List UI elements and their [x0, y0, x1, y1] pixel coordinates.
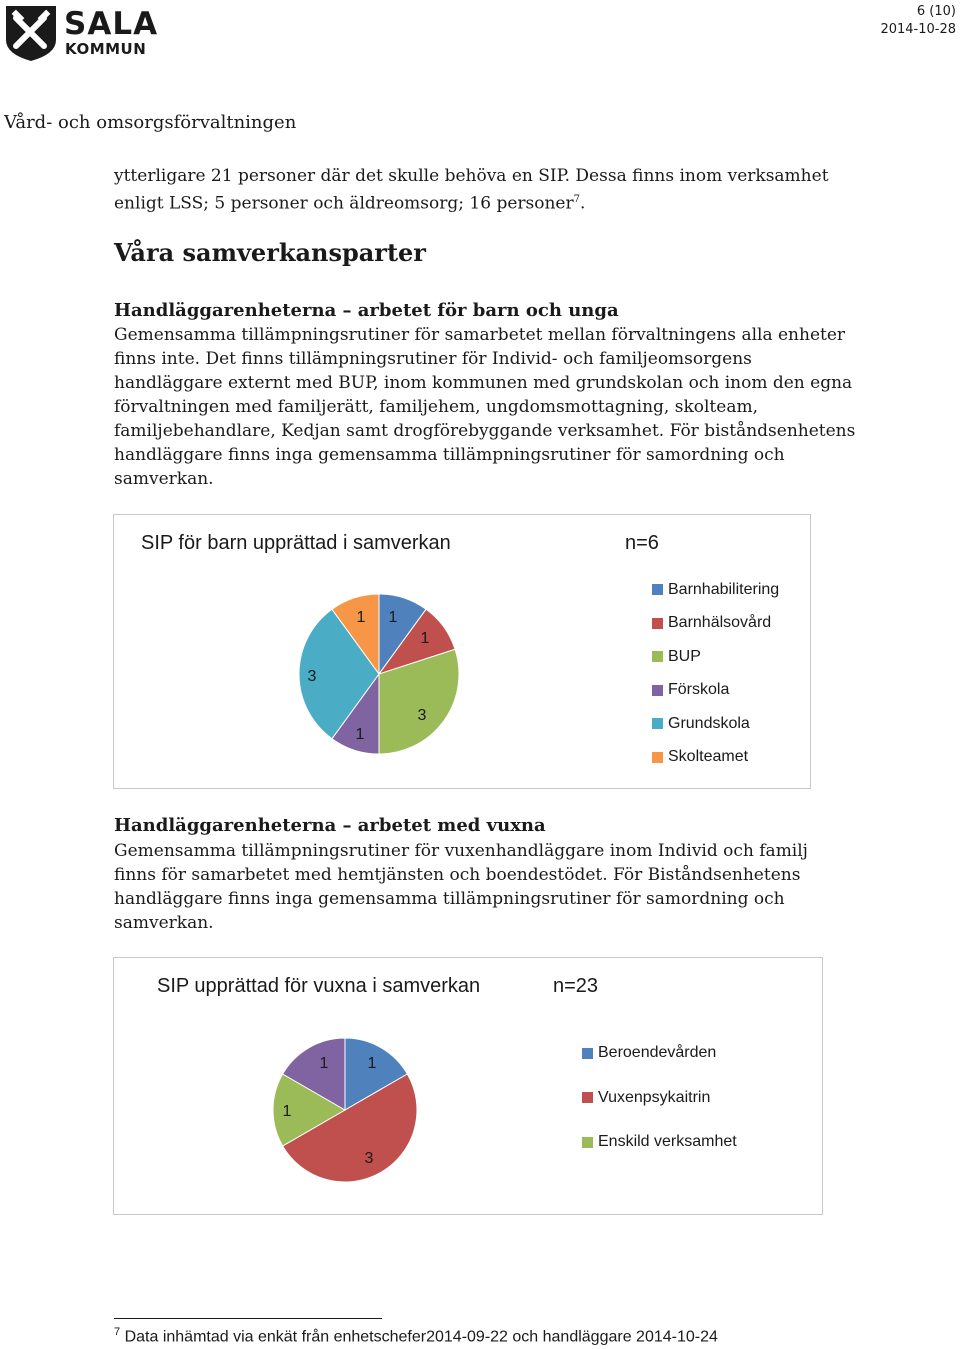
legend-item-0-4	[652, 707, 779, 741]
pie-label-1-2: 1	[282, 1103, 292, 1120]
sala-kommun-logo	[4, 4, 164, 66]
legend-item-0-3	[652, 674, 779, 708]
legend-item-1-2	[582, 1120, 737, 1165]
chart-adults-legend	[582, 1031, 737, 1165]
legend-item-0-2	[652, 640, 779, 674]
legend-label-1-2: Enskild verksamhet	[598, 1133, 737, 1151]
legend-item-0-5	[652, 741, 779, 775]
chart-children-title: SIP för barn upprättad i samverkan	[141, 532, 451, 554]
children-heading: Handläggarenheterna – arbetet för barn och unga	[114, 300, 619, 321]
chart-adults	[113, 957, 823, 1215]
pie-label-1-1: 3	[364, 1150, 374, 1167]
legend-label-0-3: Förskola	[668, 681, 730, 699]
legend-label-1-0: Beroendevården	[598, 1044, 717, 1062]
chart-children-legend	[652, 573, 779, 774]
legend-label-0-0: Barnhabilitering	[668, 580, 780, 598]
legend-label-0-5: Skolteamet	[668, 748, 749, 766]
pie-label-1-0: 1	[367, 1055, 377, 1072]
pie-label-0-3: 1	[355, 726, 365, 743]
footnote-reference: 7	[573, 194, 580, 205]
page-number: 6 (10)	[916, 4, 956, 19]
logo-text-kommun: KOMMUN	[65, 40, 147, 58]
footnote-divider	[114, 1318, 382, 1319]
pie-label-0-2: 3	[417, 707, 427, 724]
intro-paragraph: ytterligare 21 personer där det skulle behöva en SIP. Dessa finns inom verksamhet enligt LSS; 5 personer och äldreomsorg; 16 personer$^7$.	[114, 166, 829, 214]
legend-label-0-1: Barnhälsovård	[668, 614, 772, 632]
pie-label-0-4: 3	[307, 668, 317, 685]
legend-label-0-4: Grundskola	[668, 714, 750, 732]
legend-label-0-2: BUP	[668, 647, 701, 665]
department-name: Vård- och omsorgsförvaltningen	[4, 112, 297, 133]
chart-adults-title: SIP upprättad för vuxna i samverkan	[157, 975, 481, 997]
pie-label-1-3: 1	[319, 1055, 329, 1072]
legend-swatch-0-2	[652, 651, 663, 662]
chart-children	[113, 514, 811, 789]
legend-swatch-0-5	[652, 752, 663, 763]
pie-label-0-1: 1	[420, 630, 430, 647]
chart-adults-n: n=23	[553, 975, 599, 997]
legend-swatch-1-2	[582, 1137, 593, 1148]
legend-item-0-0	[652, 573, 779, 607]
legend-item-1-1	[582, 1076, 737, 1121]
footnote: $^7$ Data inhämtad via enkät från enhetschefer2014-09-22 och handläggare 2014-10-24	[114, 1326, 718, 1346]
adults-heading: Handläggarenheterna – arbetet med vuxna	[114, 815, 546, 836]
shield-icon	[4, 4, 58, 62]
children-body: Gemensamma tillämpningsrutiner för samarbetet mellan förvaltningens alla enheter finns inte. Det finns tillämpningsrutiner för Individ- och familjeomsorgens handläggare externt med BUP, inom kommunen med grundskolan och inom den egna förvaltningen med familjerätt, familjehem, ungdomsmottagning, skolteam, familjebehandlare, Kedjan samt drogförebyggande verksamhet. För biståndsenhetens handläggare finns inga gemensamma tillämpningsrutiner för samordning och samverkan.	[114, 325, 856, 489]
pie-label-0-0: 1	[388, 609, 398, 626]
document-date: 2014-10-28	[880, 22, 956, 37]
adults-body: Gemensamma tillämpningsrutiner för vuxenhandläggare inom Individ och familj finns för samarbetet med hemtjänsten och boendestödet. För Biståndsenhetens handläggare finns inga gemensamma tillämpningsrutiner för samordning och samverkan.	[114, 841, 808, 933]
section-title: Våra samverkansparter	[114, 238, 426, 267]
legend-swatch-0-1	[652, 618, 663, 629]
legend-swatch-1-0	[582, 1048, 593, 1059]
legend-item-1-0	[582, 1031, 737, 1076]
legend-item-0-1	[652, 607, 779, 641]
legend-label-1-1: Vuxenpsykaitrin	[598, 1088, 711, 1106]
chart-children-n: n=6	[625, 532, 659, 554]
legend-swatch-0-3	[652, 685, 663, 696]
legend-swatch-1-1	[582, 1092, 593, 1103]
legend-swatch-0-0	[652, 584, 663, 595]
logo-text-sala: SALA	[64, 6, 159, 42]
pie-label-0-5: 1	[356, 609, 366, 626]
legend-swatch-0-4	[652, 718, 663, 729]
